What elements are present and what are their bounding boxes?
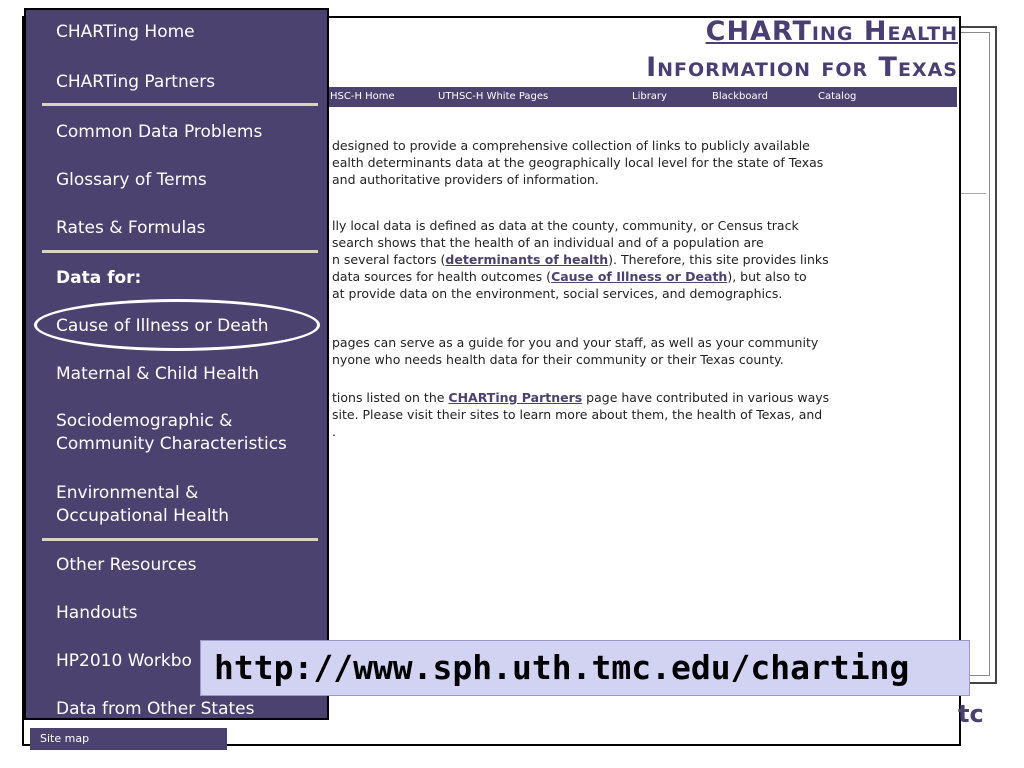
intro-line: and authoritative providers of information. (332, 172, 599, 187)
local-data-line: data sources for health outcomes (Cause of Illness or Death), but also to (332, 269, 807, 284)
sidebar-separator (42, 250, 318, 253)
sidebar-item-charting-partners[interactable]: CHARTing Partners (56, 72, 216, 92)
nav-link-catalog[interactable]: Catalog (818, 91, 857, 102)
sidebar-item-occupational-health[interactable]: Occupational Health (56, 506, 229, 526)
url-banner-text: http://www.sph.uth.tmc.edu/charting (214, 648, 910, 687)
sidebar-menu (24, 8, 329, 720)
brand-logo: tc (958, 700, 984, 728)
page-title-line2: Information for Texas (646, 52, 958, 83)
partners-line: tions listed on the CHARTing Partners page have contributed in various ways (332, 390, 830, 405)
sidebar-item-other-states[interactable]: Data from Other States (56, 699, 255, 719)
determinants-of-health-link[interactable]: determinants of health (445, 252, 609, 267)
sidebar-item-rates-formulas[interactable]: Rates & Formulas (56, 218, 206, 238)
local-data-line: lly local data is defined as data at the county, community, or Census track (332, 218, 799, 233)
nav-link-blackboard[interactable]: Blackboard (712, 91, 768, 102)
partners-line: . (332, 424, 336, 439)
partners-line: site. Please visit their sites to learn more about them, the health of Texas, and (332, 407, 823, 422)
highlight-oval (34, 299, 320, 351)
sidebar-separator (42, 538, 318, 541)
sidebar-separator (42, 103, 318, 106)
nav-link-library[interactable]: Library (632, 91, 667, 102)
local-data-line: search shows that the health of an individual and of a population are (332, 235, 764, 250)
sidebar-item-glossary[interactable]: Glossary of Terms (56, 170, 207, 190)
sidebar-item-environmental[interactable]: Environmental & (56, 483, 199, 503)
divider (960, 193, 986, 194)
background-slide-inner (960, 32, 990, 676)
sidebar-item-cause-of-illness[interactable]: Cause of Illness or Death (56, 316, 269, 336)
sidebar-item-community-characteristics[interactable]: Community Characteristics (56, 434, 287, 454)
top-navbar (328, 87, 957, 107)
intro-line: designed to provide a comprehensive collection of links to publicly available (332, 138, 810, 153)
sidebar-item-hp2010-workbook[interactable]: HP2010 Workbo (56, 651, 192, 671)
intro-line: ealth determinants data at the geographically local level for the state of Texas (332, 155, 824, 170)
sidebar-item-maternal-child[interactable]: Maternal & Child Health (56, 364, 259, 384)
nav-link-hsc-home[interactable]: HSC-H Home (330, 91, 395, 102)
cause-of-illness-link[interactable]: Cause of Illness or Death (551, 269, 728, 284)
sidebar-item-sociodemographic[interactable]: Sociodemographic & (56, 411, 233, 431)
sidebar-item-charting-home[interactable]: CHARTing Home (56, 22, 195, 42)
sidebar-item-handouts[interactable]: Handouts (56, 603, 138, 623)
guide-line: pages can serve as a guide for you and your staff, as well as your community (332, 335, 819, 350)
site-map-link[interactable]: Site map (30, 728, 227, 750)
charting-partners-link[interactable]: CHARTing Partners (448, 390, 583, 405)
local-data-line: at provide data on the environment, social services, and demographics. (332, 286, 783, 301)
nav-link-white-pages[interactable]: UTHSC-H White Pages (438, 91, 549, 102)
local-data-line: n several factors (determinants of health). Therefore, this site provides links (332, 252, 829, 267)
sidebar-item-other-resources[interactable]: Other Resources (56, 555, 197, 575)
sidebar-heading-data-for: Data for: (56, 268, 142, 288)
page-title-line1: CHARTing Health (705, 16, 958, 47)
sidebar-item-common-data-problems[interactable]: Common Data Problems (56, 122, 263, 142)
guide-line: nyone who needs health data for their community or their Texas county. (332, 352, 784, 367)
